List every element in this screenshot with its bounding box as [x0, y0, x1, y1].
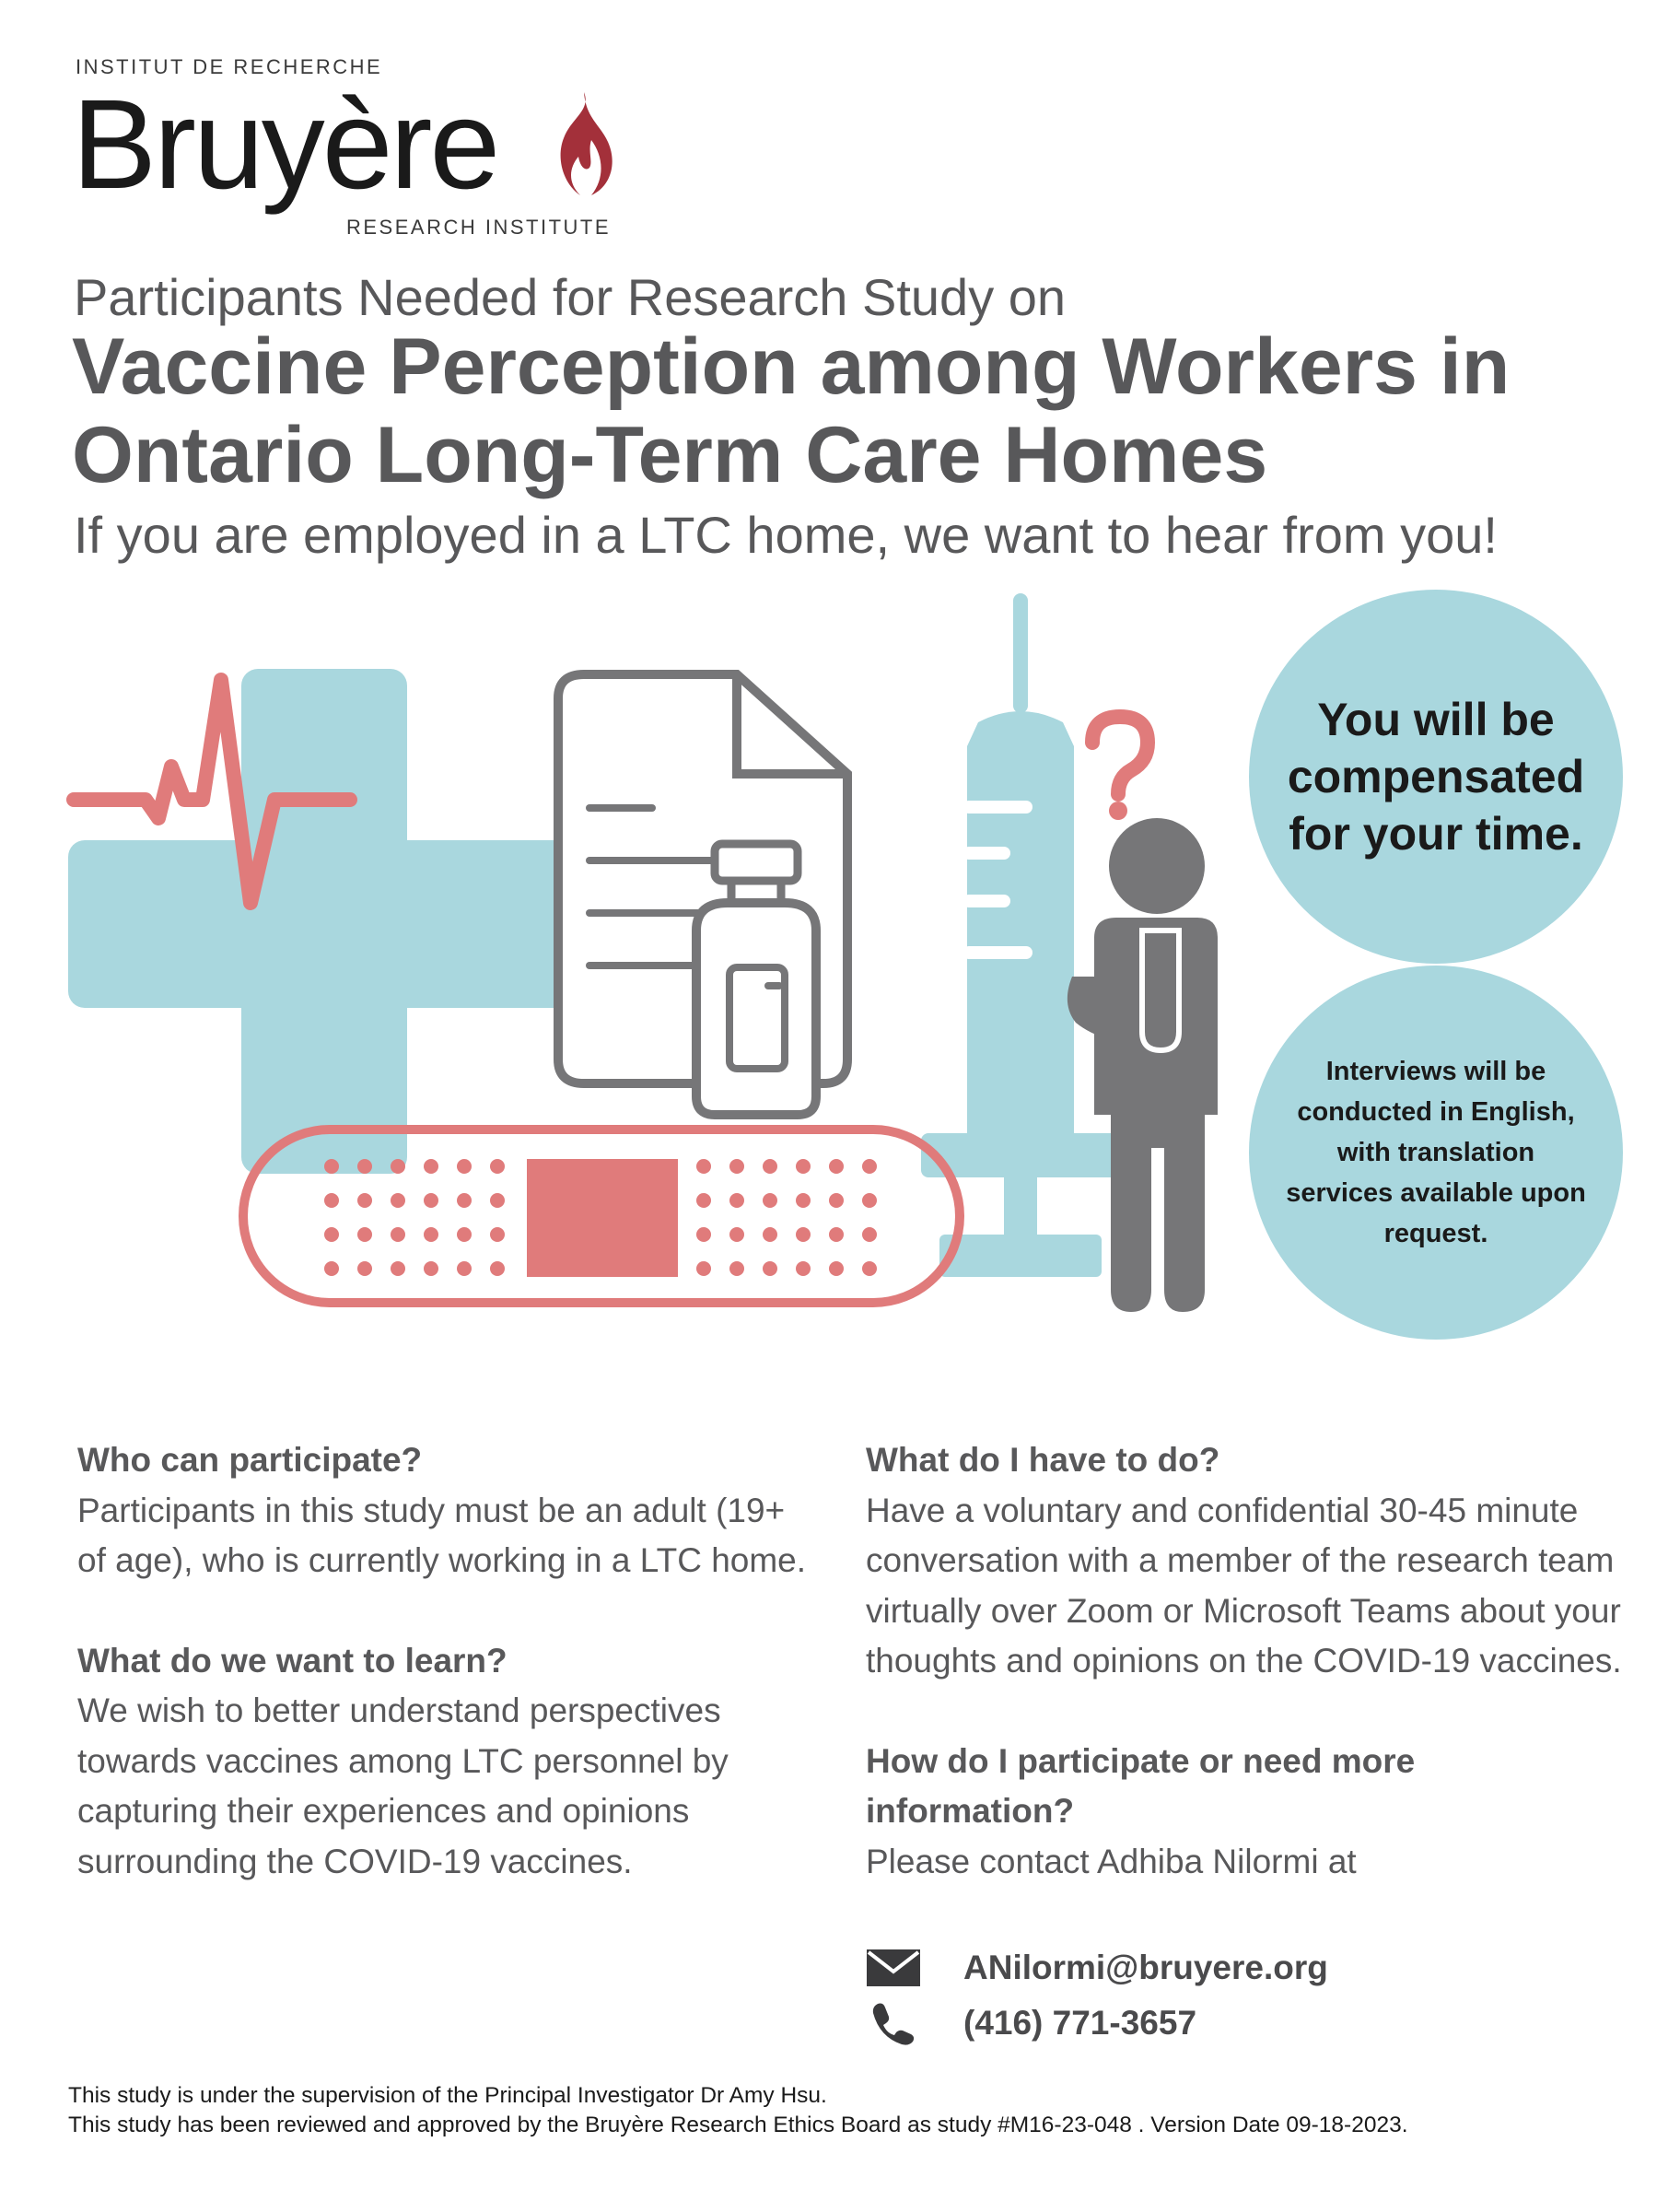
email-address[interactable]: ANilormi@bruyere.org: [963, 1949, 1328, 1986]
right-column: [866, 1435, 1639, 1887]
phone-number[interactable]: (416) 771-3657: [963, 2004, 1197, 2042]
footer-line2: This study has been reviewed and approved by the Bruyère Research Ethics Board as study #M16-23-048 . Version Date 09-18-2023.: [68, 2113, 1408, 2137]
participate-body: Please contact Adhiba Nilormi at: [866, 1842, 1357, 1880]
compensation-callout: You will be compensated for your time.: [1249, 590, 1623, 964]
left-column: [77, 1435, 814, 1887]
question-mark-icon: [1092, 717, 1148, 820]
envelope-icon: [866, 1946, 921, 1990]
flame-icon: [543, 90, 617, 199]
learn-body: We wish to better understand perspectives towards vaccines among LTC personnel by capturing their experiences and opinions surrounding the COVID-19 vaccines.: [77, 1692, 729, 1880]
headline-main-line1: Vaccine Perception among Workers in: [72, 322, 1511, 411]
headline-main-line2: Ontario Long-Term Care Homes: [72, 411, 1268, 499]
who-body: Participants in this study must be an adult (19+ of age), who is currently working in a LTC home.: [77, 1491, 807, 1579]
logo-wordmark: Bruyère: [72, 74, 498, 216]
medical-cross-icon: [68, 669, 575, 1174]
headline-main: [72, 322, 1510, 499]
headline-pre: Participants Needed for Research Study on: [74, 268, 1067, 326]
participate-heading: How do I participate or need more information?: [866, 1741, 1416, 1830]
logo-bottom-text: RESEARCH INSTITUTE: [346, 216, 612, 239]
learn-heading: What do we want to learn?: [77, 1641, 508, 1680]
who-heading: Who can participate?: [77, 1441, 423, 1479]
email-row[interactable]: [866, 1946, 1328, 1990]
phone-row[interactable]: [866, 2001, 1196, 2045]
interviews-callout: Interviews will be conducted in English, with translation services available upon request.: [1249, 966, 1623, 1340]
logo-top-text: INSTITUT DE RECHERCHE: [76, 55, 383, 78]
headline-sub: If you are employed in a LTC home, we want to hear from you!: [74, 506, 1498, 564]
phone-icon: [866, 2001, 921, 2045]
do-body: Have a voluntary and confidential 30-45 minute conversation with a member of the research team virtually over Zoom or Microsoft Teams about your thoughts and opinions on the COVID-19 vaccines.: [866, 1491, 1622, 1680]
do-heading: What do I have to do?: [866, 1441, 1220, 1479]
footer-line1: This study is under the supervision of the Principal Investigator Dr Amy Hsu.: [68, 2083, 827, 2108]
